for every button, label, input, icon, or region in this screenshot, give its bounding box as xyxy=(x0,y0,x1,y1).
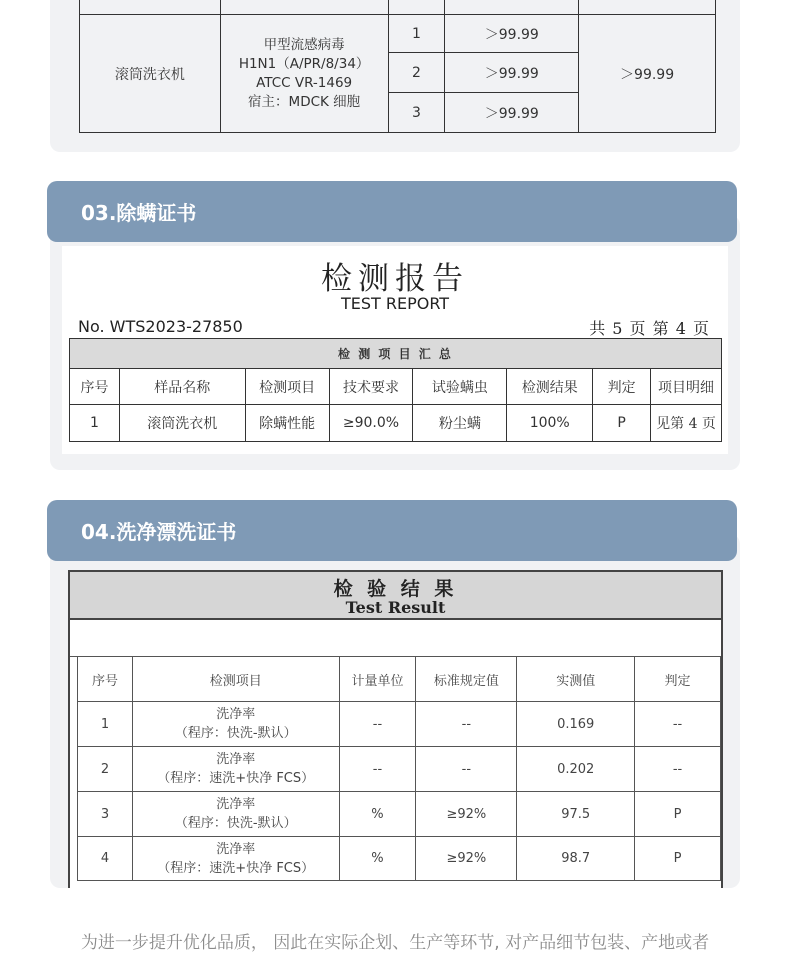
standard-value: -- xyxy=(416,747,517,792)
table-cell: 1 xyxy=(70,405,120,442)
measured-value: 97.5 xyxy=(517,792,635,837)
test-item-program: （程序：速洗+快净 FCS） xyxy=(157,771,315,786)
table-cell: 见第 4 页 xyxy=(651,405,722,442)
row-number: 4 xyxy=(78,837,133,881)
virus-info-cell xyxy=(220,15,388,133)
test-item xyxy=(132,837,339,881)
result-title-bar xyxy=(70,572,721,620)
table-cell: 除螨性能 xyxy=(245,405,329,442)
measured-value: 0.169 xyxy=(517,702,635,747)
wash-result-table xyxy=(77,656,721,881)
footer-note: 为进一步提升优化品质， 因此在实际企划、生产等环节, 对产品细节包装、产地或者 xyxy=(80,933,710,953)
table-header-row xyxy=(70,369,722,405)
trial-number: 3 xyxy=(388,93,445,133)
table-cell: ≥90.0% xyxy=(329,405,413,442)
table-row xyxy=(80,0,716,15)
table-cell: 100% xyxy=(507,405,593,442)
table-row xyxy=(70,405,722,442)
report-title-en: TEST REPORT xyxy=(340,294,450,313)
col-header: 标准规定值 xyxy=(416,657,517,702)
judgement: -- xyxy=(635,747,721,792)
virus-test-table xyxy=(79,0,716,133)
result-title-cn: 检 验 结 果 xyxy=(333,578,458,600)
measured-value: 0.202 xyxy=(517,747,635,792)
report-number: No. WTS2023-27850 xyxy=(78,317,243,336)
table-row xyxy=(70,339,722,369)
test-item-name: 洗净率 xyxy=(216,841,256,857)
table-row xyxy=(78,837,721,881)
judgement: -- xyxy=(635,702,721,747)
unit: % xyxy=(339,837,416,881)
trial-value: ＞99.99 xyxy=(445,15,579,53)
table-row xyxy=(80,15,716,53)
table-cell: 粉尘螨 xyxy=(413,405,507,442)
test-item-program: （程序：快洗-默认） xyxy=(174,816,297,831)
trial-number: 2 xyxy=(388,53,445,93)
test-item-name: 洗净率 xyxy=(216,707,256,722)
trial-number: 1 xyxy=(388,15,445,53)
col-header: 检测项目 xyxy=(245,369,329,405)
virus-strain: H1N1（A/PR/8/34） xyxy=(238,55,370,72)
virus-name: 甲型流感病毒 xyxy=(263,36,345,53)
col-header: 样品名称 xyxy=(119,369,245,405)
summary-title: 检 测 项 目 汇 总 xyxy=(70,339,722,369)
trial-value: ＞99.99 xyxy=(445,53,579,93)
col-header: 项目明细 xyxy=(651,369,722,405)
col-header: 检测项目 xyxy=(132,657,339,702)
unit: -- xyxy=(339,702,416,747)
table-cell: 滚筒洗衣机 xyxy=(119,405,245,442)
test-item xyxy=(132,702,339,747)
table-row xyxy=(78,792,721,837)
col-header: 判定 xyxy=(635,657,721,702)
judgement: P xyxy=(635,837,721,881)
row-number: 3 xyxy=(78,792,133,837)
test-item-program: （程序：速洗+快净 FCS） xyxy=(157,860,315,876)
report-title-cn: 检测报告 xyxy=(321,261,469,297)
judgement: P xyxy=(635,792,721,837)
section-wash-header: 04.洗净漂洗证书 xyxy=(47,500,737,561)
col-header: 技术要求 xyxy=(329,369,413,405)
test-item xyxy=(132,747,339,792)
unit: % xyxy=(339,792,416,837)
standard-value: ≥92% xyxy=(416,837,517,881)
standard-value: -- xyxy=(416,702,517,747)
col-header: 序号 xyxy=(78,657,133,702)
test-item-name: 洗净率 xyxy=(216,752,256,767)
test-item-program: （程序：快洗-默认） xyxy=(174,726,297,741)
col-header: 计量单位 xyxy=(339,657,416,702)
test-item-name: 洗净率 xyxy=(216,797,256,812)
row-number: 1 xyxy=(78,702,133,747)
section-mite-header: 03.除螨证书 xyxy=(47,181,737,242)
trial-value: ＞99.99 xyxy=(445,93,579,133)
col-header: 检测结果 xyxy=(507,369,593,405)
virus-table-wrap xyxy=(0,0,790,136)
row-number: 2 xyxy=(78,747,133,792)
unit: -- xyxy=(339,747,416,792)
virus-atcc: ATCC VR-1469 xyxy=(256,74,353,91)
page-info: 共 5 页 第 4 页 xyxy=(589,319,710,338)
table-header-row xyxy=(78,657,721,702)
col-header: 试验螨虫 xyxy=(413,369,507,405)
test-item xyxy=(132,792,339,837)
sample-name-cell: 滚筒洗衣机 xyxy=(80,15,221,133)
trial-result: ＞99.99 xyxy=(579,15,716,133)
table-cell: P xyxy=(593,405,651,442)
mite-summary-table xyxy=(69,338,722,442)
table-row xyxy=(78,747,721,792)
table-row xyxy=(78,702,721,747)
measured-value: 98.7 xyxy=(517,837,635,881)
col-header: 序号 xyxy=(70,369,120,405)
result-title-en: Test Result xyxy=(345,598,446,617)
col-header: 实测值 xyxy=(517,657,635,702)
col-header: 判定 xyxy=(593,369,651,405)
virus-host: 宿主：MDCK 细胞 xyxy=(248,93,361,110)
standard-value: ≥92% xyxy=(416,792,517,837)
